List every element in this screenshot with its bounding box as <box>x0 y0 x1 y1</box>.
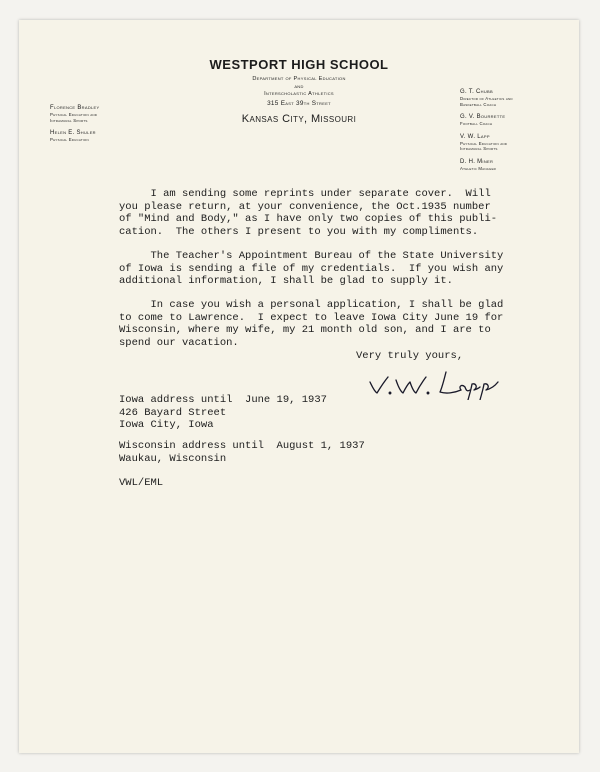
staff-entry <box>50 104 160 123</box>
right-staff-list <box>460 88 570 177</box>
staff-name: V. W. Lapp <box>460 133 490 140</box>
staff-entry <box>50 129 160 143</box>
body-paragraph-3: In case you wish a personal application, I shall be glad to come to Lawrence. I expect to leave Iowa City June 19 for Wisconsin, where my wife, my 21 month old son, and I are to spend our vacation. <box>119 299 504 349</box>
letter-page <box>19 20 579 753</box>
left-staff-list <box>50 104 160 149</box>
closing-line: Very truly yours, <box>356 350 464 362</box>
department-line: Department of Physical Education <box>252 76 346 82</box>
staff-role: Physical Education and <box>460 140 508 146</box>
school-name: WESTPORT HIGH SCHOOL <box>209 57 389 72</box>
department-line: and <box>294 83 304 90</box>
handwritten-signature <box>366 360 516 400</box>
staff-role: Physical Education and <box>50 112 98 117</box>
staff-name: D. H. Miner <box>460 158 494 165</box>
city-line: Kansas City, Missouri <box>241 113 357 125</box>
staff-entry <box>460 88 570 107</box>
staff-name: Helen E. Shuler <box>50 130 96 136</box>
staff-entry <box>460 133 570 152</box>
staff-entry <box>460 113 570 127</box>
staff-role: Physical Education <box>50 137 89 142</box>
typist-initials: VWL/EML <box>119 477 164 489</box>
body-paragraph-1: I am sending some reprints under separate cover. Will you please return, at your convenience, the Oct.1935 number of "Mind and Body," as I have only two copies of this publi- cation. The others I present to you with my compliments. <box>119 188 498 238</box>
staff-role: Football Coach <box>460 121 493 126</box>
staff-role: Intramural Sports <box>460 146 498 151</box>
staff-role: Intramural Sports <box>50 117 88 123</box>
staff-name: G. V. Bourrette <box>460 114 506 120</box>
staff-role: Athletic Manager <box>460 165 497 171</box>
department-line: Interscholastic Athletics <box>264 91 334 98</box>
staff-role: Director of Athletics and <box>460 96 513 101</box>
staff-entry <box>460 158 570 172</box>
iowa-address-block: Iowa address until June 19, 1937 426 Bayard Street Iowa City, Iowa <box>119 394 327 431</box>
staff-name: Florence Bradley <box>50 105 100 111</box>
street-address: 315 East 39th Street <box>267 100 331 107</box>
wisconsin-address-block: Wisconsin address until August 1, 1937 Waukau, Wisconsin <box>119 440 365 465</box>
staff-role: Basketball Coach <box>460 101 497 107</box>
staff-name: G. T. Chubb <box>460 89 493 95</box>
body-paragraph-2: The Teacher's Appointment Bureau of the State University of Iowa is sending a file of my credentials. If you wish any additional information, I shall be glad to supply it. <box>119 250 504 287</box>
